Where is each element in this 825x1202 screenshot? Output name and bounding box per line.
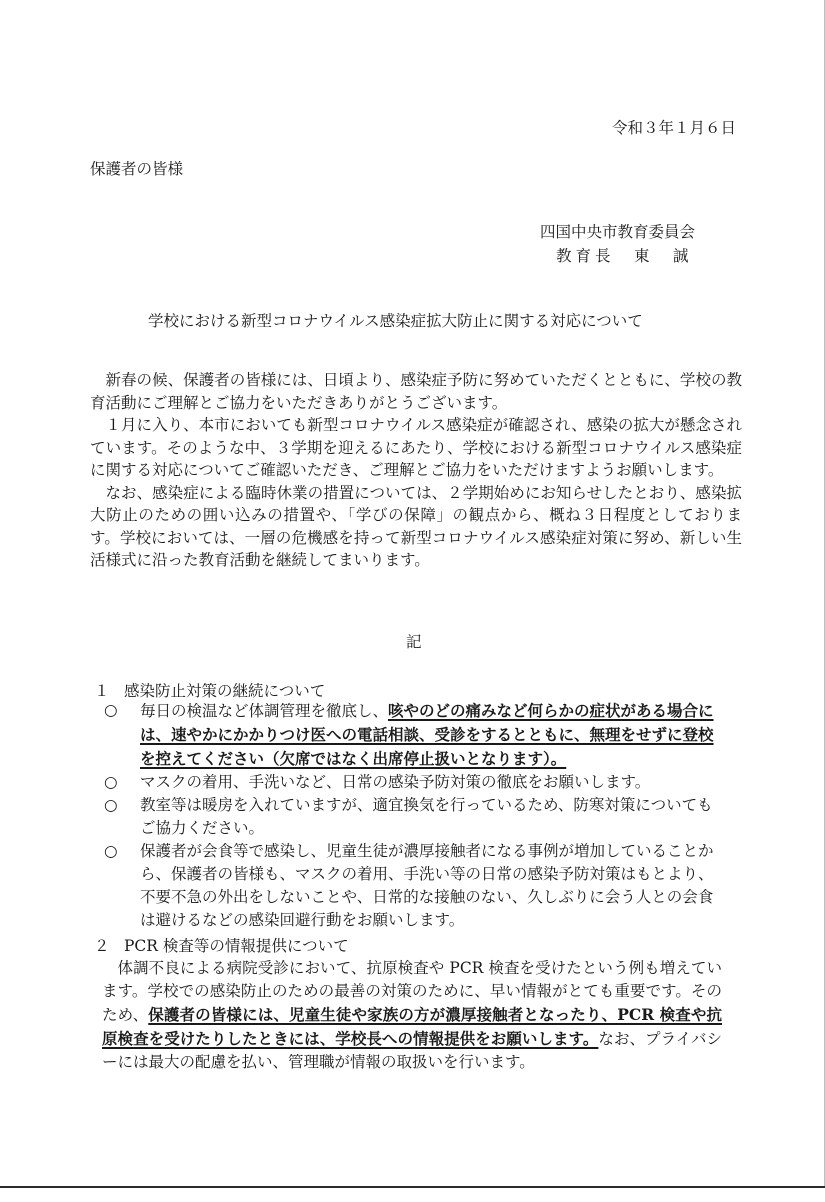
bullet-text: マスクの着用、手洗いなど、日常の感染予防対策の徹底をお願いします。 [140,773,651,791]
sender-name: 教育長 東 誠 [556,247,693,265]
bullet-text: 教室等は暖房を入れていますが、適宜換気を行っているため、防寒対策についてもご協力ください。 [140,796,713,837]
addressee: 保護者の皆様 [90,160,184,178]
section-title: 感染防止対策の継続について [124,682,326,700]
circle-bullet-icon: ○ [104,701,118,719]
section-1-bullets [104,699,724,932]
intro-paragraph: １月に入り、本市においても新型コロナウイルス感染症が確認され、感染の拡大が懸念されています。そのような中、３学期を迎えるにあたり、学校における新型コロナウイルス感染症に関する対応についてご確認いただき、ご理解とご協力をいただけますようお願いします。 [90,416,742,479]
circle-bullet-icon: ○ [104,842,118,860]
bullet-item [104,699,724,771]
section-1-heading [94,679,325,701]
circle-bullet-icon: ○ [104,796,118,814]
bullet-text: 毎日の検温など体調管理を徹底し、 [140,702,389,720]
section-2-text: 体調不良による病院受診において、抗原検査や PCR 検査を受けたという例も増えています。学校での感染防止のための最善の対策のために、早い情報がとても重要です。そのため、 [102,959,722,1024]
bullet-item [104,794,724,840]
bullet-text-emphasis: 咳やのどの痛みなど何らかの症状がある場合には、速やかにかかりつけ医への電話相談、受診をするとともに、無理をせずに登校を控えてください（欠席ではなく出席停止扱いとなります）。 [140,701,714,768]
section-title: PCR 検査等の情報提供について [124,937,349,955]
section-number: ２ [94,937,110,955]
section-number: １ [94,682,110,700]
document-date: 令和３年１月６日 [611,119,736,137]
bullet-item [104,771,724,794]
intro-body [90,369,742,572]
section-2-text-after: なお、プライバシーには最大の配慮を払い、管理職が情報の取扱いを行います。 [102,1030,722,1071]
intro-paragraph: 新春の候、保護者の皆様には、日頃より、感染症予防に努めていただくとともに、学校の教育活動にご理解とご協力をいただきありがとうございます。 [90,371,742,412]
ki-marker: 記 [406,633,422,651]
sender-organization: 四国中央市教育委員会 [540,223,696,241]
bullet-text: 保護者が会食等で感染し、児童生徒が濃厚接触者になる事例が増加していることから、保護者の皆様も、マスクの着用、手洗い等の日常の感染予防対策はもとより、不要不急の外出をしないことや、日常的な接触のない、久しぶりに会う人との会食は避けるなどの感染回避行動をお願いします。 [140,842,714,929]
section-2-body [102,957,722,1074]
intro-paragraph: なお、感染症による臨時休業の措置については、２学期始めにお知らせしたとおり、感染拡大防止のための囲い込みの措置や、「学びの保障」の観点から、概ね３日程度としております。学校においては、一層の危機感を持って新型コロナウイルス感染症対策に努め、新しい生活様式に沿った教育活動を継続してまいります。 [90,483,742,569]
document-title: 学校における新型コロナウイルス感染症拡大防止に関する対応について [148,312,643,330]
bullet-item [104,840,724,932]
circle-bullet-icon: ○ [104,773,118,791]
section-2-heading [94,934,349,956]
section-2-text-emphasis: 保護者の皆様には、児童生徒や家族の方が濃厚接触者となったり、PCR 検査や抗原検査を受けたりしたときには、学校長への情報提供をお願いします。 [102,1005,722,1048]
